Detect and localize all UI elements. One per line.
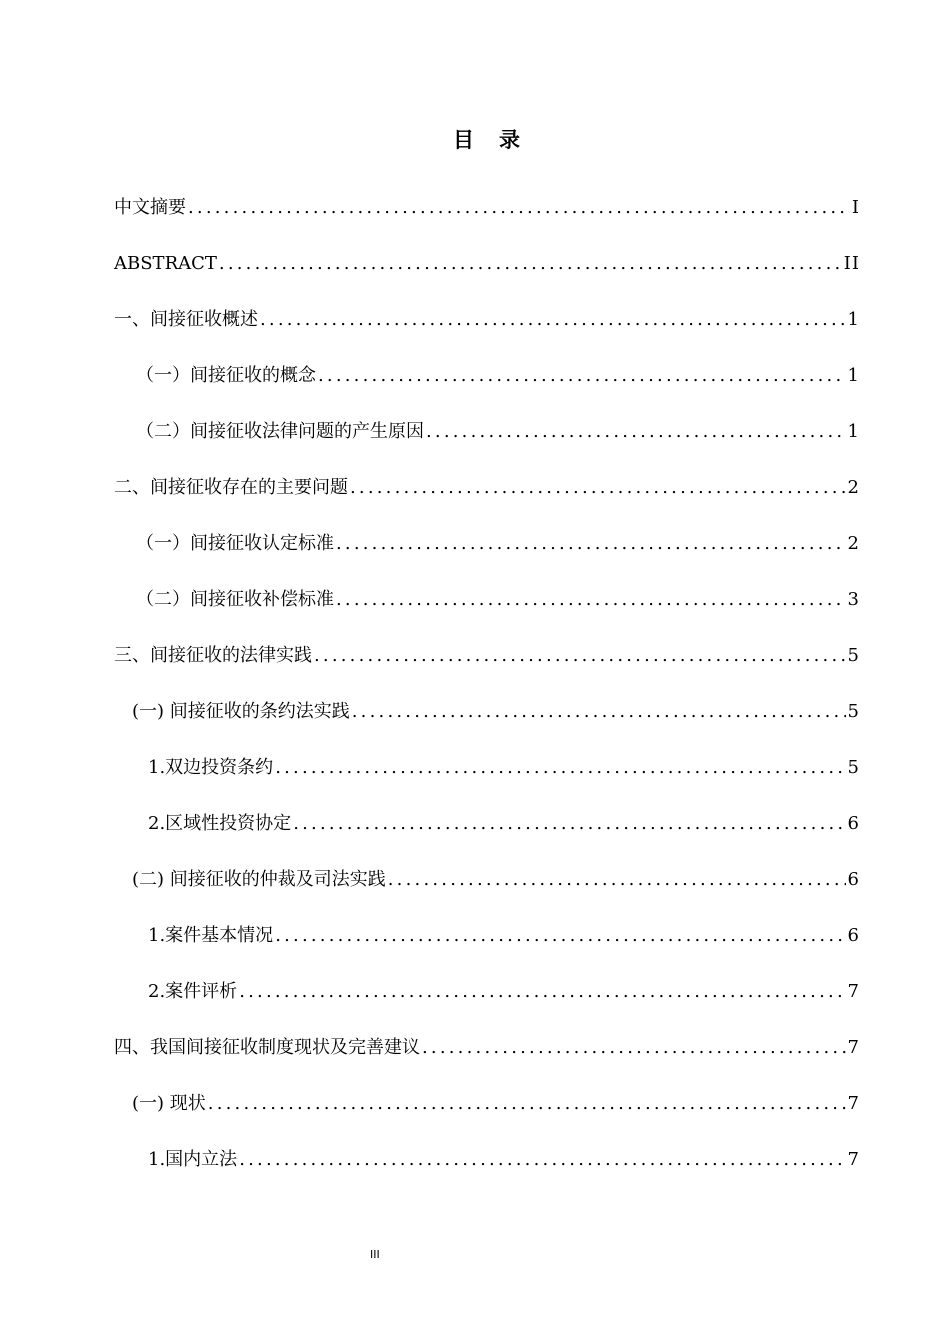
toc-entry-page: I [851, 197, 860, 218]
toc-entry[interactable] [132, 696, 860, 728]
toc-entry-label: (一) 间接征收的条约法实践 [132, 701, 350, 722]
toc-entry-page: 5 [847, 757, 860, 778]
toc-entry-label: (一) 现状 [132, 1093, 206, 1114]
toc-entry-label: 二、间接征收存在的主要问题 [114, 477, 348, 498]
toc-entry[interactable] [148, 976, 860, 1008]
toc-entry[interactable] [136, 360, 860, 392]
toc-dot-leader [336, 584, 846, 616]
toc-entry-page: 6 [847, 813, 860, 834]
toc-dot-leader [275, 920, 845, 952]
toc-entry-label: 四、我国间接征收制度现状及完善建议 [114, 1037, 420, 1058]
toc-entry-page: II [843, 253, 860, 274]
toc-entry-page: 6 [847, 869, 860, 890]
toc-entry[interactable] [148, 752, 860, 784]
toc-entry[interactable] [114, 472, 860, 504]
toc-entry-label: （一）间接征收的概念 [136, 365, 316, 386]
toc-entry-label: ABSTRACT [114, 253, 217, 274]
toc-dot-leader [293, 808, 845, 840]
toc-dot-leader [260, 304, 846, 336]
toc-entry-page: 5 [847, 701, 860, 722]
toc-entry-page: 1 [847, 309, 860, 330]
toc-entry-label: 1.国内立法 [148, 1149, 238, 1170]
toc-entry-label: (二) 间接征收的仲裁及司法实践 [132, 869, 386, 890]
toc-dot-leader [318, 360, 846, 392]
toc-dot-leader [422, 1032, 846, 1064]
toc-entry-page: 5 [847, 645, 860, 666]
toc-entry[interactable] [136, 416, 860, 448]
toc-entry[interactable] [148, 808, 860, 840]
toc-entry-label: （一）间接征收认定标准 [136, 533, 334, 554]
toc-dot-leader [388, 864, 846, 896]
toc-dot-leader [239, 976, 845, 1008]
toc-entry[interactable] [148, 1144, 860, 1176]
toc-entry-label: 1.双边投资条约 [148, 757, 274, 778]
toc-entry[interactable] [132, 1088, 860, 1120]
toc-entry-page: 2 [847, 477, 860, 498]
toc-entry[interactable] [114, 192, 860, 224]
toc-entry-page: 1 [847, 365, 860, 386]
toc-entry-label: 三、间接征收的法律实践 [114, 645, 312, 666]
toc-entry-page: 7 [847, 1037, 860, 1058]
toc-dot-leader [275, 752, 845, 784]
toc-entry[interactable] [114, 248, 860, 280]
toc-entry[interactable] [148, 920, 860, 952]
toc-entry[interactable] [114, 640, 860, 672]
footer-page-number: III [370, 1248, 380, 1261]
toc-entry[interactable] [132, 864, 860, 896]
toc-entry-label: 一、间接征收概述 [114, 309, 258, 330]
toc-dot-leader [350, 472, 846, 504]
toc-entry-page: 3 [847, 589, 860, 610]
toc-entry-label: 2.区域性投资协定 [148, 813, 292, 834]
toc-entry-label: 2.案件评析 [148, 981, 238, 1002]
toc-entry-label: （二）间接征收法律问题的产生原因 [136, 421, 424, 442]
toc-entry-page: 1 [847, 421, 860, 442]
toc-dot-leader [336, 528, 846, 560]
toc-entry-page: 7 [847, 1093, 860, 1114]
toc-entry[interactable] [136, 528, 860, 560]
toc-entry-label: 1.案件基本情况 [148, 925, 274, 946]
toc-dot-leader [352, 696, 846, 728]
toc-entry-label: 中文摘要 [114, 197, 186, 218]
toc-entry-label: （二）间接征收补偿标准 [136, 589, 334, 610]
toc-dot-leader [188, 192, 850, 224]
toc-entry-page: 7 [847, 981, 860, 1002]
toc-dot-leader [219, 248, 842, 280]
toc-entry[interactable] [136, 584, 860, 616]
toc-entry[interactable] [114, 304, 860, 336]
toc-dot-leader [426, 416, 846, 448]
toc-dot-leader [314, 640, 846, 672]
toc-entry-page: 2 [847, 533, 860, 554]
toc-dot-leader [239, 1144, 845, 1176]
toc-entry-page: 6 [847, 925, 860, 946]
toc-dot-leader [208, 1088, 846, 1120]
toc-entry[interactable] [114, 1032, 860, 1064]
page-title: 目 录 [453, 128, 522, 152]
toc-entry-page: 7 [847, 1149, 860, 1170]
